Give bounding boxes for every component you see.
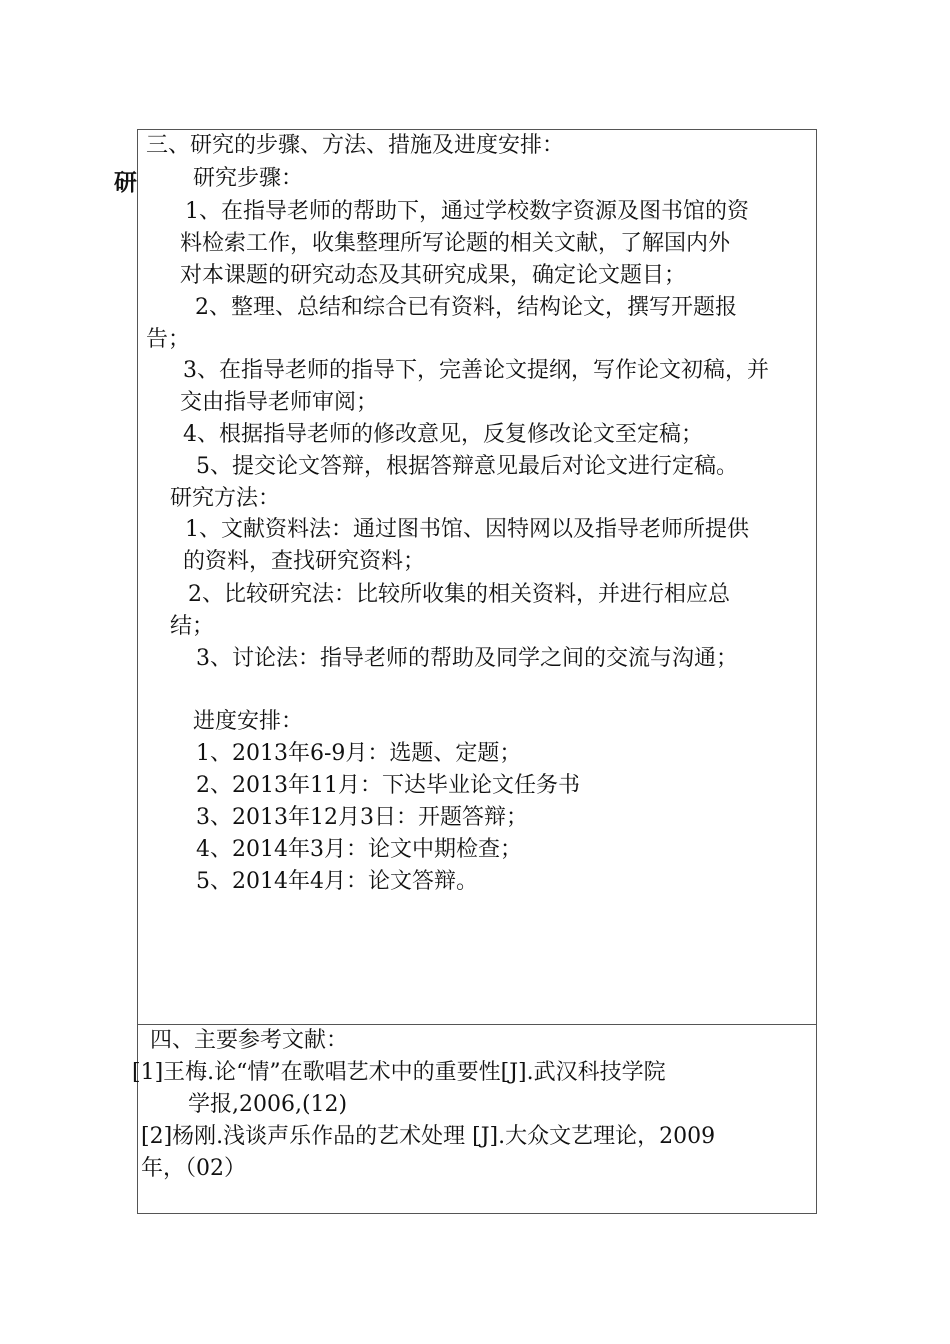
step1-line3: 对本课题的研究动态及其研究成果，确定论文题目； [180, 263, 687, 288]
method2-line1: 2、比较研究法：比较所收集的相关资料，并进行相应总 [188, 582, 730, 607]
section3-heading: 三、研究的步骤、方法、措施及进度安排： [146, 133, 565, 158]
step3-line1: 3、在指导老师的指导下，完善论文提纲，写作论文初稿，并 [183, 358, 769, 383]
reference-2-line1: [2]杨刚.浅谈声乐作品的艺术处理 [J].大众文艺理论，2009 [141, 1124, 716, 1149]
schedule-item-1: 1、2013年6-9月：选题、定题； [196, 741, 522, 766]
method1-line2: 的资料，查找研究资料； [183, 549, 426, 574]
methods-title: 研究方法： [170, 486, 281, 511]
section4-heading: 四、主要参考文献： [150, 1028, 349, 1053]
schedule-item-4: 4、2014年3月：论文中期检查； [196, 837, 522, 862]
method3: 3、讨论法：指导老师的帮助及同学之间的交流与沟通； [196, 646, 738, 671]
reference-1-line2: 学报,2006,(12) [188, 1092, 348, 1117]
reference-2-line2: 年，（02） [141, 1156, 246, 1181]
schedule-item-5: 5、2014年4月：论文答辩。 [196, 869, 478, 894]
step5: 5、提交论文答辩，根据答辩意见最后对论文进行定稿。 [196, 454, 738, 479]
steps-title: 研究步骤： [193, 166, 304, 191]
step2-line2: 告； [146, 327, 191, 352]
step1-line1: 1、在指导老师的帮助下，通过学校数字资源及图书馆的资 [185, 199, 749, 224]
method2-line2: 结； [170, 614, 215, 639]
side-label: 研 [114, 169, 137, 196]
step3-line2: 交由指导老师审阅； [180, 390, 379, 415]
method1-line1: 1、文献资料法：通过图书馆、因特网以及指导老师所提供 [185, 517, 749, 542]
step2-line1: 2、整理、总结和综合已有资料，结构论文，撰写开题报 [195, 295, 737, 320]
step4: 4、根据指导老师的修改意见，反复修改论文至定稿； [183, 422, 703, 447]
schedule-title: 进度安排： [193, 709, 304, 734]
step1-line2: 料检索工作，收集整理所写论题的相关文献，了解国内外 [180, 231, 731, 256]
schedule-item-3: 3、2013年12月3日：开题答辩； [196, 805, 528, 830]
schedule-item-2: 2、2013年11月：下达毕业论文任务书 [196, 773, 580, 798]
reference-1-line1: [1]王梅.论“情”在歌唱艺术中的重要性[J].武汉科技学院 [132, 1060, 666, 1085]
section-divider [137, 1024, 817, 1025]
